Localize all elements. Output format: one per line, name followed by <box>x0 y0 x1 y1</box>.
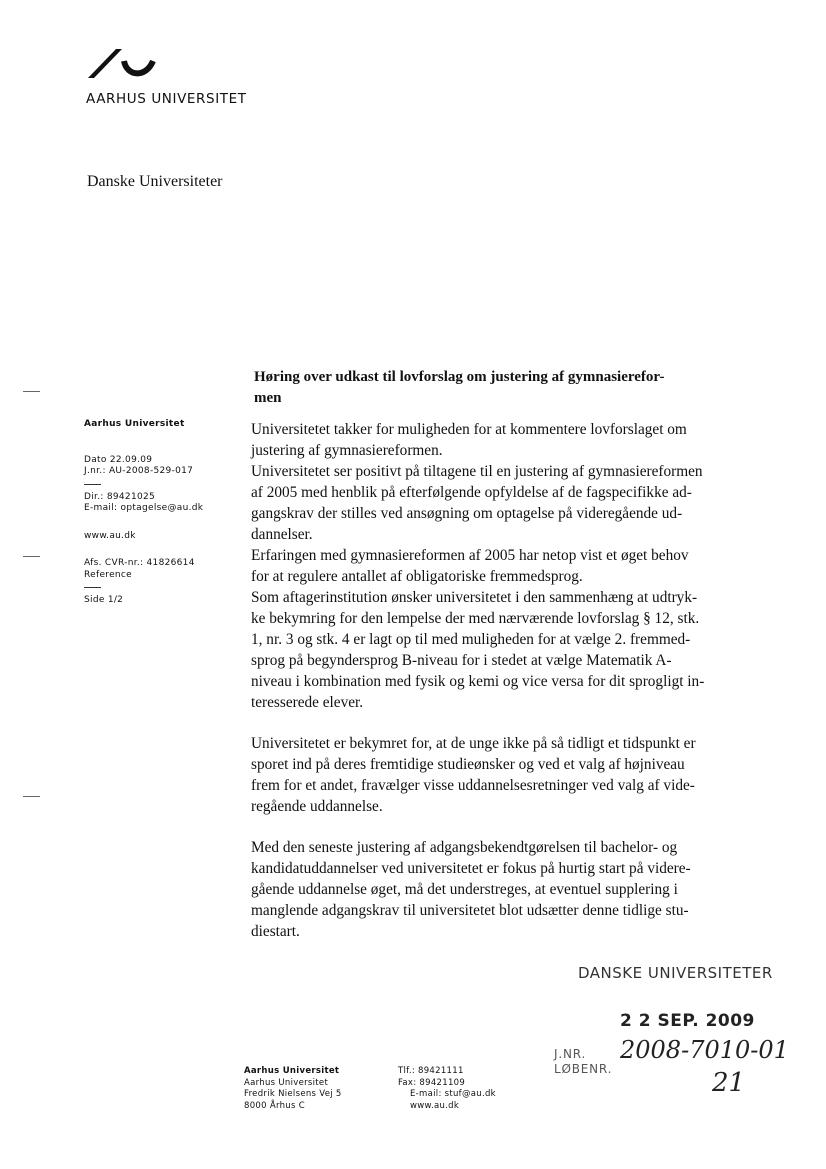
body-paragraph-1: Universitetet takker for muligheden for at kommentere lovforslaget om justering af gymnasiereformen. Universitetet ser positivt på tiltagene til en justering af gymnasiereformen af 2005 med henblik på efterfølgende opfyldelse af de fagspecifikke ad- gangskrav der stilles ved ansøgning om optagelse på videregående ud- dannelser. Erfaringen med gymnasiereformen af 2005 har netop vist et øget behov for at regulere antallet af obligatoriske fremmedsprog. Som aftagerinstitution ønsker universitetet i den sammenhæng at udtryk- ke bekymring for den lempelse der med nærværende lovforslag § 12, stk. 1, nr. 3 og stk. 4 er lagt op til med muligheden for at vælge 2. fremmed- sprog på begyndersprog B-niveau for i stedet at vælge Matematik A- niveau i kombination med fysik og kemi og vice versa for dit sprogligt in- teresserede elever. <box>251 421 705 711</box>
body-paragraph-3: Med den seneste justering af adgangsbekendtgørelsen til bachelor- og kandidatuddannelser ved universitetet er fokus på hurtig start på videre- gående uddannelse øget, må det understreges, at eventuel supplering i manglende adgangskrav til universitetet blot udsætter denne tidlige stu- diestart. <box>251 839 691 940</box>
footer-address-line: 8000 Århus C <box>244 1100 305 1111</box>
sender-direct-phone: Dir.: 89421025 <box>84 491 156 502</box>
au-logo-icon <box>86 44 162 80</box>
sender-cvr: Afs. CVR-nr.: 41826614 <box>84 558 195 568</box>
body-paragraph-2: Universitetet er bekymret for, at de unge ikke på så tidligt et tidspunkt er sporet ind på deres fremtidige studieønsker og ved et valg af højniveau frem for et andet, fravælger visse uddannelsesretninger ved valg af vide- regående uddannelse. <box>251 735 696 815</box>
sender-journal: J.nr.: AU-2008-529-017 <box>84 466 194 476</box>
margin-mark <box>23 796 40 797</box>
sender-info <box>84 419 234 607</box>
footer-address-name: Aarhus Universitet <box>244 1066 340 1076</box>
letter-body <box>251 419 751 962</box>
footer-web: www.au.dk <box>410 1100 460 1111</box>
stamp-lobenr-handwritten: 21 <box>712 1068 746 1098</box>
letter-title: Høring over udkast til lovforslag om justering af gymnasierefor- men <box>254 369 665 406</box>
sender-email: E-mail: optagelse@au.dk <box>84 503 204 513</box>
stamp-jnr-handwritten: 2008-7010-01 <box>620 1036 789 1064</box>
footer-address <box>244 1066 342 1112</box>
stamp-date: 2 2 SEP. 2009 <box>620 1011 755 1031</box>
university-name: AARHUS UNIVERSITET <box>86 91 247 107</box>
footer-fax: Fax: 89421109 <box>398 1077 466 1088</box>
footer-address-line: Aarhus Universitet <box>244 1077 329 1088</box>
separator <box>84 587 101 588</box>
footer-address-line: Fredrik Nielsens Vej 5 <box>244 1089 342 1099</box>
margin-mark <box>23 556 40 557</box>
separator <box>84 484 101 485</box>
sender-heading: Aarhus Universitet <box>84 419 185 429</box>
sender-reference: Reference <box>84 569 133 580</box>
stamp-jnr-label: J.NR. <box>554 1047 587 1061</box>
footer-phone: Tlf.: 89421111 <box>398 1066 464 1076</box>
stamp-lobenr-label: LØBENR. <box>554 1062 613 1076</box>
sender-web: www.au.dk <box>84 530 136 541</box>
margin-mark <box>23 391 40 392</box>
footer-contact <box>398 1066 496 1112</box>
recipient: Danske Universiteter <box>87 173 223 190</box>
stamp-organization: DANSKE UNIVERSITETER <box>578 964 773 982</box>
footer-email: E-mail: stuf@au.dk <box>410 1089 496 1099</box>
page-number: Side 1/2 <box>84 595 124 605</box>
sender-date: Dato 22.09.09 <box>84 454 153 465</box>
